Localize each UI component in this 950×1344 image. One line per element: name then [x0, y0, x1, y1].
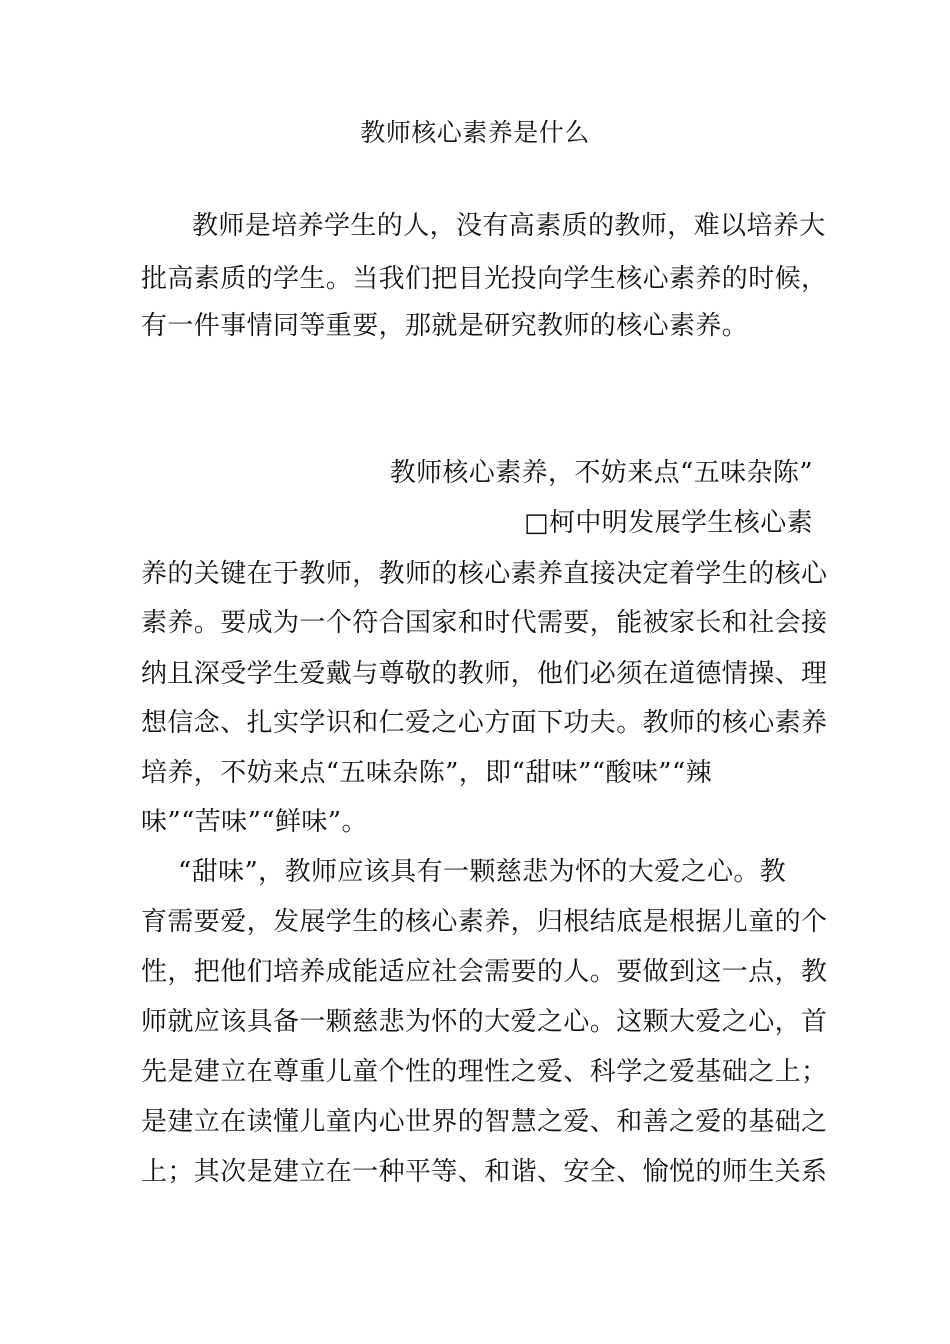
intro-line-2: 批高素质的学生。当我们把目光投向学生核心素养的时候， — [141, 264, 828, 294]
body-line-4: 想信念、扎实学识和仁爱之心方面下功夫。教师的核心素养 — [141, 708, 828, 738]
sweet-line-3: 性，把他们培养成能适应社会需要的人。要做到这一点，教 — [141, 957, 828, 987]
sweet-line-4: 师就应该具备一颗慈悲为怀的大爱之心。这颗大爱之心，首 — [141, 1007, 828, 1037]
byline: □柯中明发展学生核心素 — [524, 508, 813, 538]
sweet-line-6: 是建立在读懂儿童内心世界的智慧之爱、和善之爱的基础之 — [141, 1107, 828, 1137]
intro-line-1: 教师是培养学生的人，没有高素质的教师，难以培养大 — [192, 211, 826, 241]
document-title: 教师核心素养是什么 — [360, 118, 590, 147]
body-line-5: 培养，不妨来点“五味杂陈”，即“甜味”“酸味”“辣 — [141, 758, 713, 788]
intro-line-3: 有一件事情同等重要，那就是研究教师的核心素养。 — [141, 311, 749, 341]
sweet-line-2: 育需要爱，发展学生的核心素养，归根结底是根据儿童的个 — [141, 907, 828, 937]
body-line-3: 纳且深受学生爱戴与尊敬的教师，他们必须在道德情操、理 — [141, 659, 828, 689]
body-line-2: 素养。要成为一个符合国家和时代需要，能被家长和社会接 — [141, 608, 828, 638]
sweet-line-5: 先是建立在尊重儿童个性的理性之爱、科学之爱基础之上； — [141, 1057, 828, 1087]
sweet-line-1: “甜味”，教师应该具有一颗慈悲为怀的大爱之心。教 — [178, 857, 787, 887]
article-subtitle: 教师核心素养，不妨来点“五味杂陈” — [389, 458, 813, 488]
sweet-line-7: 上；其次是建立在一种平等、和谐、安全、愉悦的师生关系 — [141, 1157, 828, 1187]
body-line-6: 味”“苦味”“鲜味”。 — [141, 807, 368, 837]
body-line-1: 养的关键在于教师，教师的核心素养直接决定着学生的核心 — [141, 559, 828, 589]
